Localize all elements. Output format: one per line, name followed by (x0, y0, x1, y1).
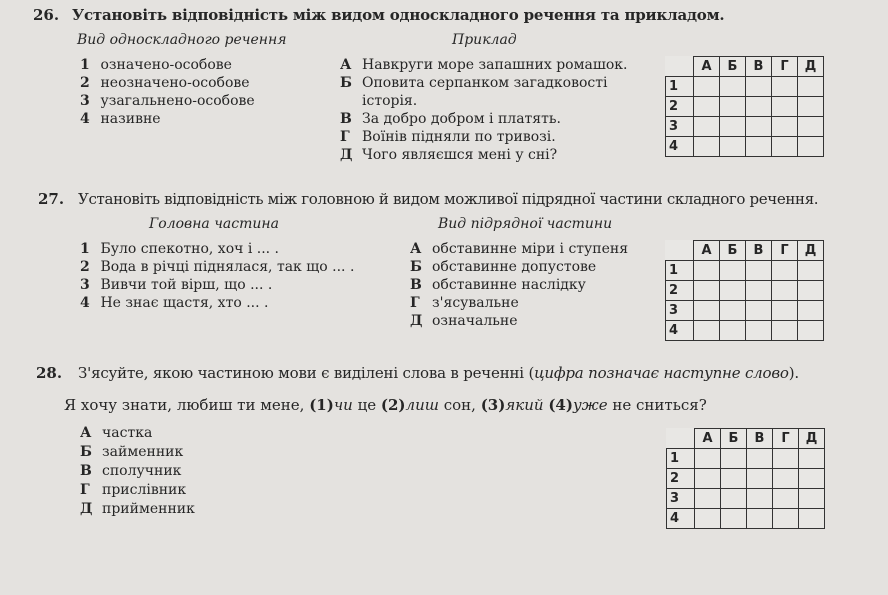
answer-cell[interactable] (772, 97, 798, 117)
answer-cell[interactable] (799, 509, 825, 529)
q27-number: 27. (38, 190, 65, 208)
list-item: Д Чого являєшся мені у сні? (340, 147, 558, 163)
answer-cell[interactable] (799, 469, 825, 489)
list-item: 1 означено-особове (80, 57, 232, 73)
list-item: В обставинне наслідку (410, 277, 586, 293)
q26-answer-grid: А Б В Г Д 1 2 3 4 (665, 56, 824, 157)
answer-cell[interactable] (773, 509, 799, 529)
answer-cell[interactable] (798, 117, 824, 137)
list-item: 3 Вивчи той вірш, що ... . (80, 277, 273, 293)
q27-answer-grid: А Б В Г Д 1 2 3 4 (665, 240, 824, 341)
answer-cell[interactable] (721, 509, 747, 529)
list-item: Б обставинне допустове (410, 259, 597, 275)
answer-cell[interactable] (747, 509, 773, 529)
answer-cell[interactable] (773, 489, 799, 509)
list-item: В сполучник (80, 463, 182, 479)
answer-cell[interactable] (720, 301, 746, 321)
answer-cell[interactable] (720, 137, 746, 157)
answer-cell[interactable] (694, 281, 720, 301)
answer-cell[interactable] (721, 469, 747, 489)
list-item: 4 Не знає щастя, хто ... . (80, 295, 269, 311)
answer-cell[interactable] (772, 137, 798, 157)
answer-cell[interactable] (746, 261, 772, 281)
q26-left-header: Вид односкладного речення (77, 32, 287, 48)
answer-cell[interactable] (720, 97, 746, 117)
answer-cell[interactable] (694, 137, 720, 157)
answer-cell[interactable] (746, 281, 772, 301)
answer-cell[interactable] (720, 321, 746, 341)
list-item: А Навкруги море запашних ромашок. (340, 57, 628, 73)
answer-cell[interactable] (772, 321, 798, 341)
answer-cell[interactable] (773, 469, 799, 489)
q27-question: Установіть відповідність між головною й видом можливої підрядної частини складного речення. (78, 190, 819, 208)
answer-cell[interactable] (746, 117, 772, 137)
list-item: 3 узагальнено-особове (80, 93, 255, 109)
list-item: Г прислівник (80, 482, 187, 498)
answer-cell[interactable] (746, 77, 772, 97)
q26-right-header: Приклад (452, 32, 517, 48)
answer-cell[interactable] (720, 261, 746, 281)
list-item: Г з'ясувальне (410, 295, 519, 311)
q26-question: Установіть відповідність між видом односкладного речення та прикладом. (72, 6, 725, 24)
list-item: 1 Було спекотно, хоч і ... . (80, 241, 280, 257)
q27-right-list (410, 240, 628, 330)
q28-question: З'ясуйте, якою частиною мови є виділені слова в реченні (цифра позначає наступне слово). (78, 364, 799, 382)
answer-cell[interactable] (798, 281, 824, 301)
answer-cell[interactable] (772, 117, 798, 137)
answer-cell[interactable] (695, 449, 721, 469)
answer-cell[interactable] (747, 449, 773, 469)
answer-cell[interactable] (720, 77, 746, 97)
answer-cell[interactable] (747, 469, 773, 489)
answer-cell[interactable] (747, 489, 773, 509)
answer-cell[interactable] (721, 449, 747, 469)
q27-right-header: Вид підрядної частини (438, 216, 613, 232)
answer-cell[interactable] (695, 509, 721, 529)
answer-cell[interactable] (798, 97, 824, 117)
answer-cell[interactable] (695, 469, 721, 489)
answer-cell[interactable] (694, 321, 720, 341)
list-item: Г Воїнів підняли по тривозі. (340, 129, 556, 145)
q28-sentence: Я хочу знати, любиш ти мене, (1)чи це (2)лиш сон, (3)який (4)уже не сниться? (64, 396, 707, 414)
answer-cell[interactable] (694, 97, 720, 117)
answer-cell[interactable] (772, 301, 798, 321)
answer-cell[interactable] (746, 97, 772, 117)
answer-cell[interactable] (772, 77, 798, 97)
list-item: 2 Вода в річці піднялася, так що ... . (80, 259, 355, 275)
list-item: А обставинне міри і ступеня (410, 241, 629, 257)
list-item: Д означальне (410, 313, 518, 329)
answer-cell[interactable] (746, 301, 772, 321)
answer-cell[interactable] (694, 117, 720, 137)
answer-cell[interactable] (799, 489, 825, 509)
list-item: історія. (362, 93, 418, 109)
answer-cell[interactable] (798, 301, 824, 321)
answer-cell[interactable] (720, 281, 746, 301)
answer-cell[interactable] (798, 137, 824, 157)
list-item: В За добро добром і платять. (340, 111, 561, 127)
answer-cell[interactable] (798, 261, 824, 281)
answer-cell[interactable] (799, 449, 825, 469)
answer-cell[interactable] (746, 137, 772, 157)
answer-cell[interactable] (746, 321, 772, 341)
q26-left-list (80, 56, 255, 128)
answer-cell[interactable] (798, 321, 824, 341)
q27-left-list (80, 240, 354, 312)
q26-number: 26. (33, 6, 60, 24)
list-item: 2 неозначено-особове (80, 75, 250, 91)
list-item: Б Оповита серпанком загадковості (340, 75, 608, 91)
list-item: А частка (80, 425, 153, 441)
answer-cell[interactable] (772, 261, 798, 281)
answer-cell[interactable] (721, 489, 747, 509)
list-item: Б займенник (80, 444, 184, 460)
answer-cell[interactable] (694, 77, 720, 97)
list-item: Д прийменник (80, 501, 195, 517)
q27-left-header: Головна частина (149, 216, 279, 232)
answer-cell[interactable] (695, 489, 721, 509)
q28-options-list (80, 424, 195, 519)
q26-right-list (340, 56, 627, 164)
answer-cell[interactable] (694, 261, 720, 281)
list-item: 4 називне (80, 111, 161, 127)
q28-answer-grid: А Б В Г Д 1 2 3 4 (666, 428, 825, 529)
answer-cell[interactable] (772, 281, 798, 301)
answer-cell[interactable] (773, 449, 799, 469)
q28-number: 28. (36, 364, 63, 382)
answer-cell[interactable] (798, 77, 824, 97)
answer-cell[interactable] (720, 117, 746, 137)
answer-cell[interactable] (694, 301, 720, 321)
